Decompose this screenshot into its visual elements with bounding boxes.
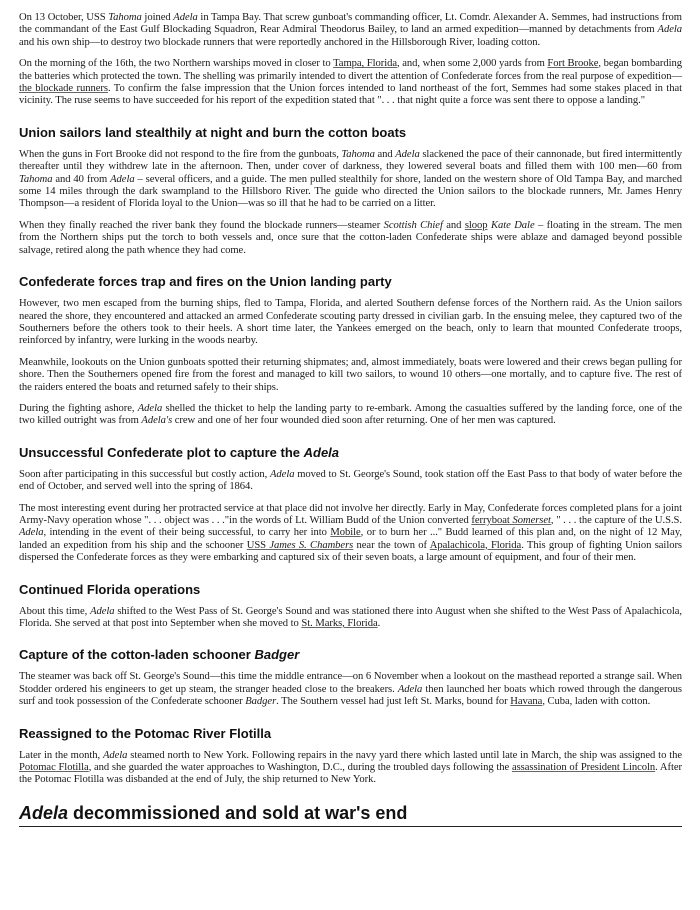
link-st-marks-florida[interactable]: St. Marks, Florida bbox=[301, 618, 378, 629]
section-heading-confederate-plot bbox=[19, 445, 682, 460]
paragraph-tahoma-joins-adela bbox=[19, 12, 682, 49]
ship-name: Scottish Chief bbox=[383, 219, 443, 231]
ship-name: Adela bbox=[270, 468, 295, 480]
text: About this time, bbox=[19, 605, 91, 617]
text: joined bbox=[141, 12, 174, 23]
text: shelled the thicket to help the landing party to re-embark. Among the casualties suffered by the landing force, one of the two killed outright was from bbox=[19, 402, 682, 427]
ship-name: Adela bbox=[19, 802, 69, 823]
link-apalachicola-florida[interactable]: Apalachicola, Florida bbox=[429, 539, 522, 551]
text: – floating in the stream. The men from the Northern ships put the torch to both vessels and, once sure that the cotton-laden Confederate ships were ablaze and damaged beyond possible salvage, retired along the path whence they had come. bbox=[19, 219, 682, 256]
text: and bbox=[442, 219, 465, 231]
text: crew and one of her four wounded died soon after returning. One of her men was captured. bbox=[172, 415, 556, 427]
text: . This group of fighting Union sailors dispersed the Confederate forces as they were embarking and captured six of their seven boats, a large amount of equipment, and four of their men. bbox=[19, 539, 683, 564]
link-fort-brooke[interactable]: Fort Brooke bbox=[547, 58, 599, 70]
paragraph-blockade-runners-burned bbox=[19, 220, 682, 257]
link-sloop[interactable]: sloop bbox=[464, 219, 488, 231]
text: , and she guarded the water approaches to Washington, D.C., during the troubled days following the bbox=[88, 762, 512, 774]
ship-name: Tahoma bbox=[341, 148, 375, 160]
ship-name: Adela bbox=[19, 527, 44, 539]
ship-name: Adela bbox=[137, 402, 163, 414]
section-heading-continued-florida: Continued Florida operations bbox=[19, 581, 201, 597]
link-uss[interactable]: USS bbox=[246, 539, 267, 551]
ship-name: Adela bbox=[303, 444, 340, 460]
text: When they finally reached the river bank they found the blockade runners—steamer bbox=[19, 219, 384, 231]
text: . The Southern vessel had just left St. Marks, bound for bbox=[276, 696, 511, 708]
link-tampa-florida[interactable]: Tampa, Florida bbox=[333, 58, 398, 70]
text: , " . . . the capture of the U.S.S. bbox=[550, 514, 682, 526]
ship-name: Adela bbox=[102, 749, 128, 761]
text: slackened the pace of their cannonade, but fired intermittently thereafter until they withdrew late in the afternoon. Then, under cover of darkness, they lowered several boats and filled them with 100 men—60 from bbox=[19, 148, 682, 173]
text: The most interesting event during her protracted service at that place did not involve her directly. Early in May, Confederate forces completed plans for a joint Army-Navy operation whose ". . . object was . . ."in the words of Lt. William Budd of the Union converted bbox=[19, 502, 682, 526]
text: During the fighting ashore, bbox=[19, 402, 138, 414]
text: . To confirm the false impression that the Union forces intended to land northeast of the fort, Semmes had some stakes placed in that vicinity. The ruse seems to have succeeded for his report of the expedition stated that ". . . that night quite a force was sent there to oppose a landing." bbox=[19, 83, 682, 107]
ship-name: Adela bbox=[395, 148, 420, 160]
text: When the guns in Fort Brooke did not respond to the fire from the gunboats, bbox=[19, 148, 342, 160]
link-blockade-runners[interactable]: the blockade runners bbox=[19, 83, 108, 95]
ship-name: Badger bbox=[245, 696, 277, 708]
text: in Tampa Bay. That screw gunboat's commanding officer, Lt. Comdr. Alexander A. Semmes, had instructions from the commandant of the East Gulf Blockading Squadron, Rear Admiral Theodorus Bailey, to land an armed expedition—manned by detachments from bbox=[19, 12, 682, 36]
link-somerset[interactable]: Somerset bbox=[512, 514, 551, 526]
ship-name: Badger bbox=[254, 647, 300, 663]
text: and bbox=[374, 148, 396, 160]
text: – several officers, and a guide. The men pulled stealthily for shore, landed on the western shore of Old Tampa Bay, and marched some 14 miles through the dark swampland to the Hillsboro River. The guide who directed the Union sailors to the blockade runners, Mr. James Henry Thompson—a resident of Florida loyal to the Union—was so ill that he had to be carried on a litter. bbox=[19, 173, 682, 210]
text: , or to burn her ..." Budd learned of this plan and, on the night of 12 May, landed an expedition from his ship and the schooner bbox=[19, 527, 682, 551]
paragraph-west-pass bbox=[19, 606, 682, 631]
paragraph-north-to-new-york bbox=[19, 750, 682, 787]
paragraph-lookouts: Meanwhile, lookouts on the Union gunboats spotted their returning shipmates; and, almost immediately, boats were lowered and their crews began pulling for shore. Then the Southerners opened fire from the forest and managed to kill two sailors, to wound 10 others—one mortally, and to capture five. The rest of the raiders entered the boats and returned safely to their ships. bbox=[19, 356, 682, 393]
link-assassination-of-president-lincoln[interactable]: assassination of President Lincoln bbox=[511, 762, 656, 774]
section-heading-union-sailors-land: Union sailors land stealthily at night and burn the cotton boats bbox=[19, 124, 407, 140]
ship-name: Adela bbox=[397, 683, 423, 695]
section-heading-confederate-trap: Confederate forces trap and fires on the Union landing party bbox=[19, 274, 392, 290]
ship-name: Tahoma bbox=[108, 12, 142, 23]
text: On 13 October, USS bbox=[19, 12, 109, 23]
text: Capture of the cotton-laden schooner bbox=[19, 647, 255, 663]
text: moved to St. George's Sound, took station off the East Pass to that body of water before the end of October, and served well into the spring of 1864. bbox=[19, 468, 683, 493]
text: near the town of bbox=[353, 539, 430, 551]
text: Later in the month, bbox=[19, 749, 103, 761]
text: The steamer was back off St. George's Sound—this time the middle entrance—on 6 November when a lookout on the masthead reported a strange sail. When Stodder ordered his engineers to get up steam, the stranger headed close to the breakers. bbox=[19, 671, 682, 695]
text: shifted to the West Pass of St. George's Sound and was stationed there into August when she shifted to the West Pass of Apalachicola, Florida. She served at that post into September when she moved to bbox=[19, 605, 682, 629]
paragraph-joint-operation-plan bbox=[19, 503, 682, 565]
text: decommissioned and sold at war's end bbox=[68, 802, 408, 823]
paragraph-strange-sail bbox=[19, 671, 682, 708]
text: then launched her boats which rowed through the dangerous surf and took possession of the Confederate schooner bbox=[19, 683, 682, 708]
text: , intending in the event of their being successful, to carry her into bbox=[43, 527, 331, 539]
link-ferryboat[interactable]: ferryboat bbox=[471, 514, 510, 526]
paragraph-boats-lowered bbox=[19, 149, 682, 211]
text: Soon after participating in this successful but costly action, bbox=[19, 468, 271, 480]
text: , Cuba, laden with cotton. bbox=[542, 696, 651, 708]
ship-name: Adela bbox=[90, 605, 115, 617]
text: steamed north to New York. Following repairs in the navy yard there which lasted until late in March, the ship was assigned to the bbox=[127, 749, 682, 761]
text: . bbox=[377, 618, 381, 629]
ship-name: Adela bbox=[657, 24, 682, 36]
text: . After the Potomac Flotilla was disbanded at the end of July, the ship returned to New York. bbox=[19, 762, 683, 786]
ship-name: Tahoma bbox=[19, 173, 53, 185]
ship-name: Kate Dale bbox=[490, 219, 535, 231]
link-mobile[interactable]: Mobile bbox=[330, 527, 361, 539]
ship-name: Adela bbox=[110, 173, 135, 185]
link-potomac-flotilla[interactable]: Potomac Flotilla bbox=[19, 762, 89, 774]
text: , began bombarding the batteries which protected the town. The shelling was primarily intended to divert the attention of Confederate forces from the real purpose of expedition— bbox=[19, 58, 682, 82]
ship-name: Adela's bbox=[141, 415, 173, 427]
paragraph-casualties bbox=[19, 403, 682, 428]
link-havana[interactable]: Havana bbox=[510, 696, 543, 708]
section-heading-decommissioned bbox=[19, 803, 682, 827]
ship-name: Adela bbox=[173, 12, 198, 23]
text: and 40 from bbox=[52, 173, 111, 185]
section-heading-potomac-flotilla: Reassigned to the Potomac River Flotilla bbox=[19, 725, 272, 741]
text: Unsuccessful Confederate plot to capture the bbox=[19, 444, 304, 460]
text: and his own ship—to destroy two blockade runners that were reportedly anchored in the Hillsborough River, loading cotton. bbox=[19, 36, 541, 48]
paragraph-bombardment bbox=[19, 58, 682, 108]
paragraph-st-georges-sound bbox=[19, 469, 682, 494]
section-heading-capture-badger bbox=[19, 647, 682, 662]
paragraph-men-escaped: However, two men escaped from the burning ships, fled to Tampa, Florida, and alerted Southern defense forces of the Northern raid. As the Union sailors neared the shore, they encountered and attacked an armed Confederate scouting party dressed in civilian garb. In the ensuing melee, they captured two of the Southerners before the others took to their heels. A short time later, the Yankees emerged on the beach, only to learn that mounted Confederate troops, reinforced by infantry, were lurking in the woods nearby. bbox=[19, 298, 682, 347]
link-james-s-chambers[interactable]: James S. Chambers bbox=[269, 539, 354, 551]
text: , and, when some 2,000 yards from bbox=[397, 58, 548, 70]
text: On the morning of the 16th, the two Northern warships moved in closer to bbox=[19, 58, 334, 70]
